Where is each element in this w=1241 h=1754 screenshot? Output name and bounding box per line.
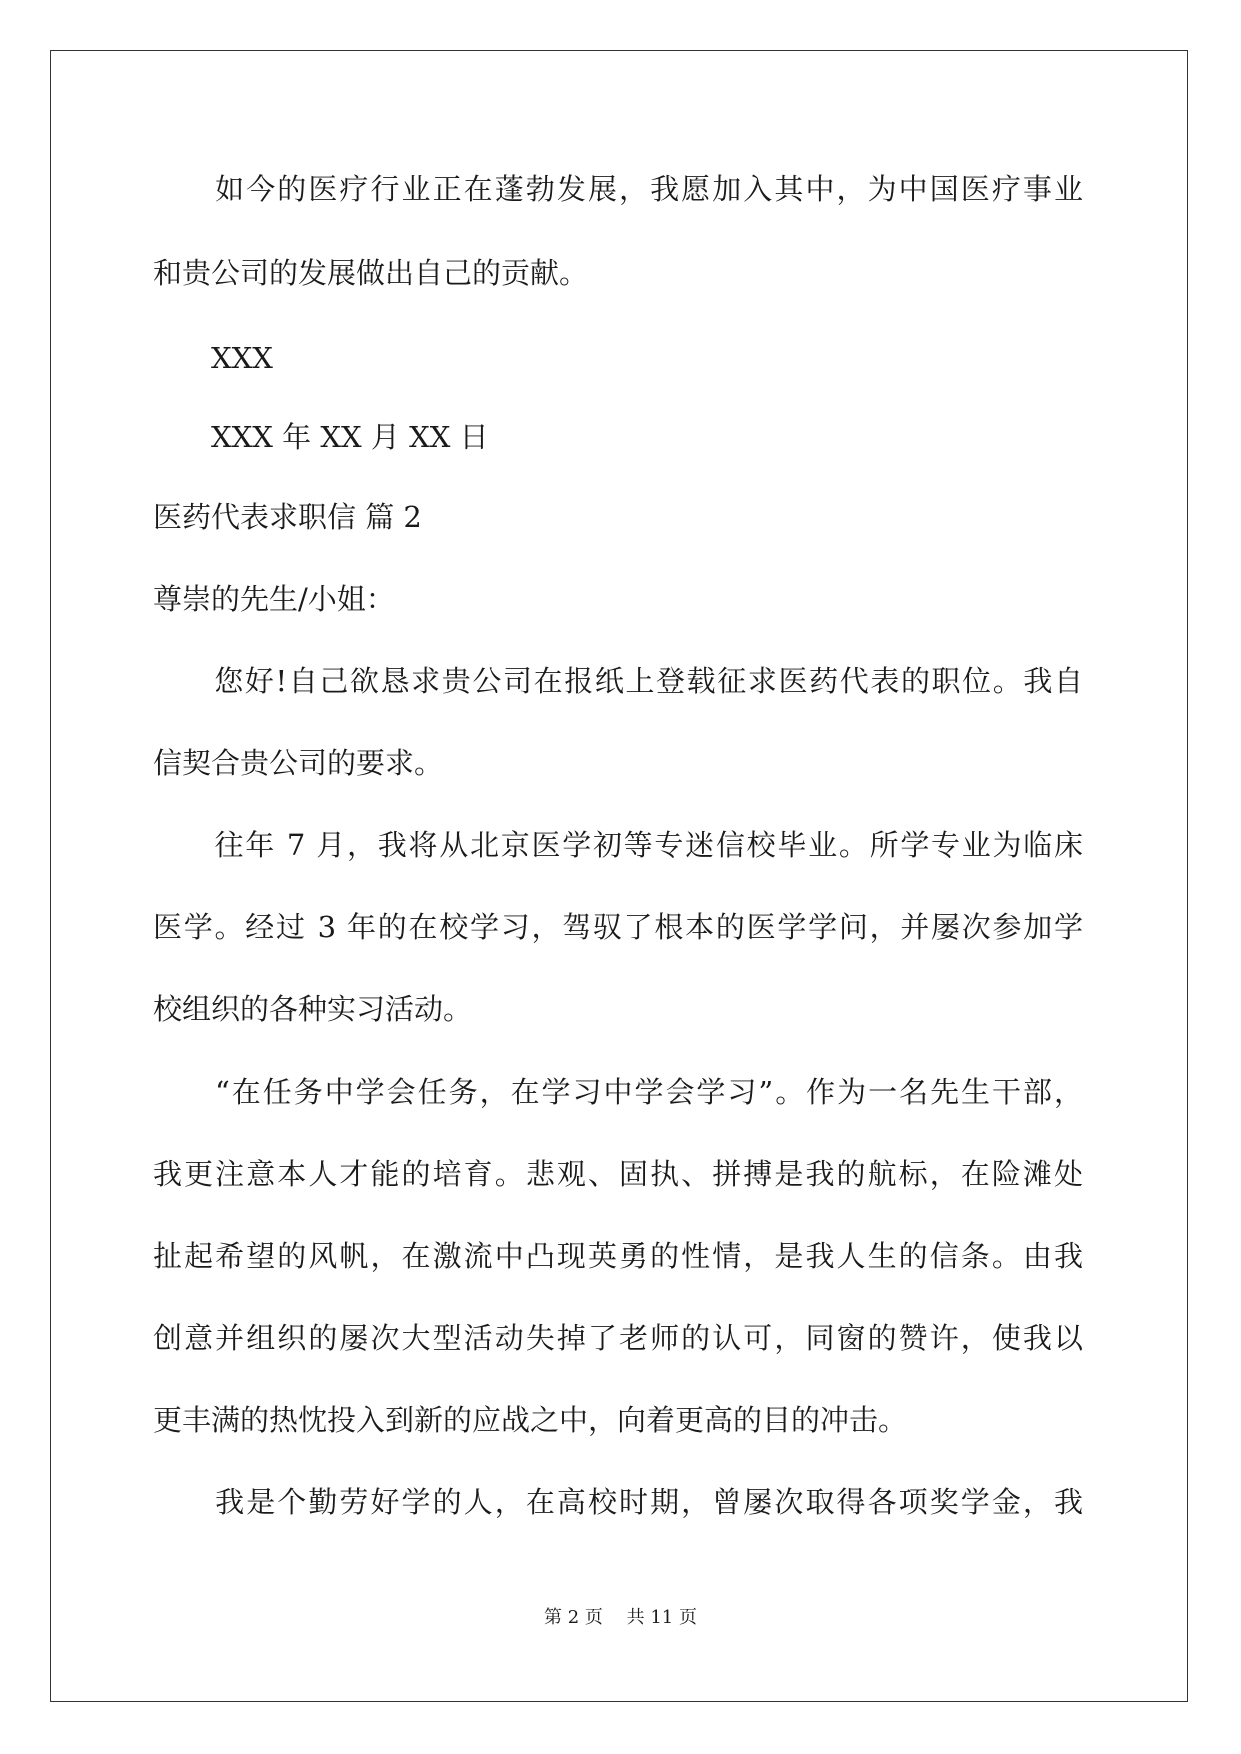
paragraph-line: 我是个勤劳好学的人，在高校时期，曾屡次取得各项奖学金，我 [153, 1485, 1083, 1519]
paragraph-line: 您好!自己欲恳求贵公司在报纸上登载征求医药代表的职位。我自 [153, 664, 1083, 698]
paragraph-line: 校组织的各种实习活动。 [153, 992, 473, 1026]
paragraph-line: 更丰满的热忱投入到新的应战之中，向着更高的目的冲击。 [153, 1403, 908, 1437]
paragraph-line: “在任务中学会任务，在学习中学会学习”。作为一名先生干部， [153, 1075, 1083, 1109]
page-number-footer: 第 2 页 共 11 页 [544, 1607, 697, 1628]
paragraph-line: 创意并组织的屡次大型活动失掉了老师的认可，同窗的赞许，使我以 [153, 1321, 1083, 1355]
paragraph-line: 和贵公司的发展做出自己的贡献。 [153, 256, 589, 290]
signature-name: XXX [153, 341, 273, 375]
paragraph-line: 扯起希望的风帆，在激流中凸现英勇的性情，是我人生的信条。由我 [153, 1239, 1083, 1273]
paragraph-line: 往年 7 月，我将从北京医学初等专迷信校毕业。所学专业为临床 [153, 828, 1083, 862]
paragraph-line: 信契合贵公司的要求。 [153, 746, 444, 780]
paragraph-line: 医学。经过 3 年的在校学习，驾驭了根本的医学学问，并屡次参加学 [153, 910, 1083, 944]
signature-date: XXX 年 XX 月 XX 日 [153, 420, 489, 454]
salutation: 尊崇的先生/小姐： [153, 582, 395, 616]
page-border [50, 50, 1188, 1702]
section-heading: 医药代表求职信 篇 2 [153, 500, 422, 534]
paragraph-line: 如今的医疗行业正在蓬勃发展，我愿加入其中，为中国医疗事业 [153, 172, 1083, 206]
paragraph-line: 我更注意本人才能的培育。悲观、固执、拼搏是我的航标，在险滩处 [153, 1157, 1083, 1191]
